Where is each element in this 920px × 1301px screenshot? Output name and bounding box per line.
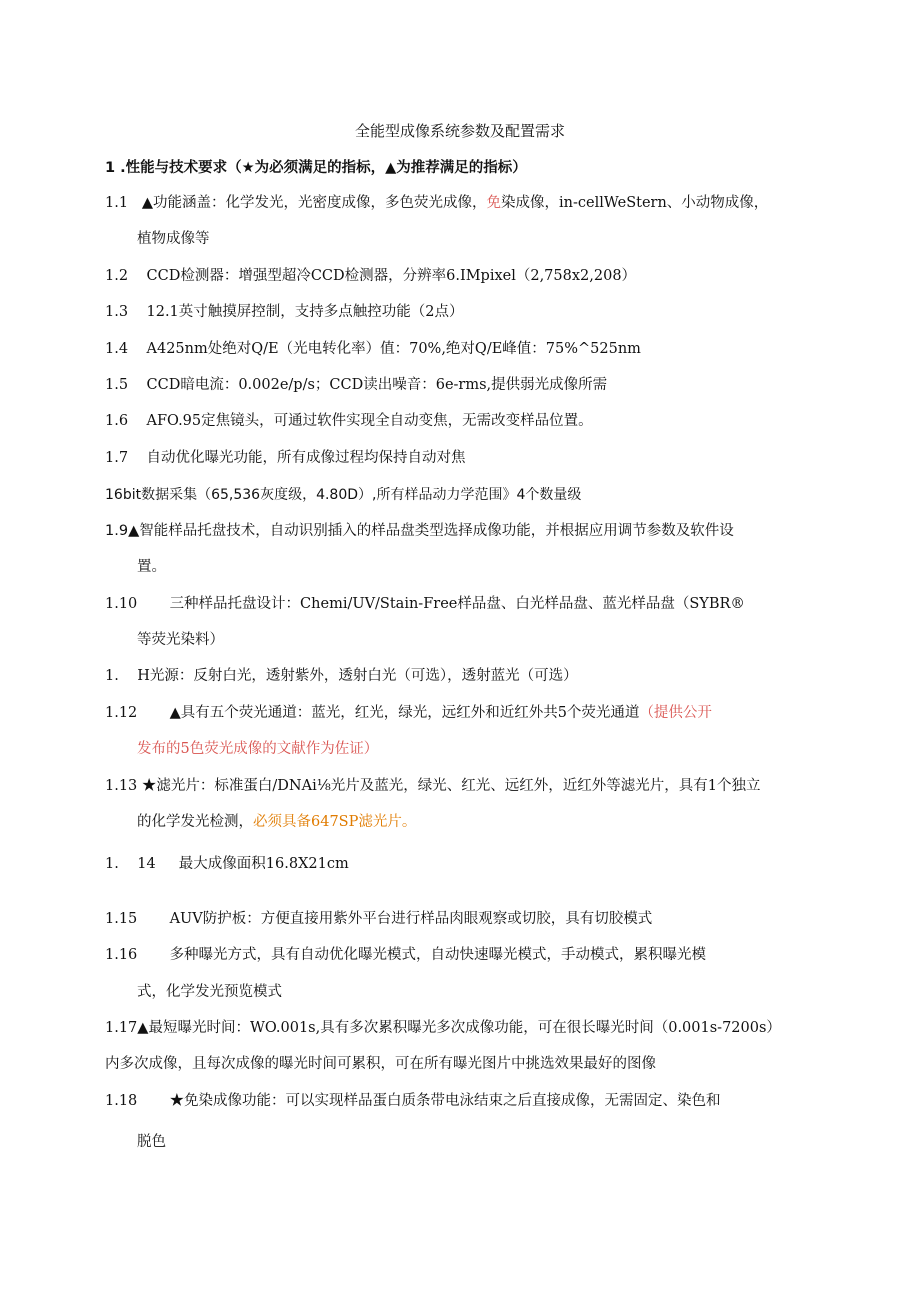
item-1-18 [105,1091,805,1111]
item-1-13-continuation [137,812,817,832]
item-text: 12.1英寸触摸屏控制，支持多点触控功能（2点） [146,304,464,320]
item-number: 1.4 [105,341,129,357]
item-1-16-continuation: 式，化学发光预览模式 [137,984,282,1000]
item-number: 1.5 [105,377,129,393]
item-text: CCD检测器：增强型超冷CCD检测器，分辨率6.IMpixel（2,758x2,208） [146,268,637,284]
item-text-highlight: 免 [486,195,502,211]
item-text: 三种样品托盘设计：Chemi/UV/Stain-Free样品盘、白光样品盘、蓝光样品盘（SYBR® [169,596,745,612]
item-text-highlight: （提供公开 [639,705,712,721]
item-number: 1.15 [105,911,138,927]
item-1-9-continuation: 置。 [137,559,166,575]
item-number: 1.12 [105,705,138,721]
item-1-16 [105,945,805,965]
item-number: 1.17 [105,1020,138,1036]
item-text: ▲具有五个荧光通道：蓝光，红光，绿光，远红外和近红外共5个荧光通道 [169,705,640,721]
item-1-10 [105,594,805,614]
item-1-1 [105,193,805,213]
item-1-12-continuation: 发布的5色荧光成像的文献作为佐证） [137,741,379,757]
item-number: 1.2 [105,268,129,284]
item-1-3 [105,302,805,322]
item-text: H光源：反射白光，透射紫外，透射白光（可选），透射蓝光（可选） [137,668,578,684]
item-number: 1.13 [105,778,138,794]
item-number: 1. [105,668,119,684]
item-text-highlight: 必须具备647SP滤光片。 [253,814,417,830]
item-number: 1.16 [105,947,138,963]
item-1-7 [105,448,805,468]
item-1-17-continuation: 内多次成像，且每次成像的曝光时间可累积，可在所有曝光图片中挑选效果最好的图像 [105,1056,656,1072]
item-1-9 [105,521,805,541]
item-text: AUV防护板：方便直接用紫外平台进行样品肉眼观察或切胶，具有切胶模式 [169,911,653,927]
item-number: 1.18 [105,1093,138,1109]
item-text: ▲功能涵盖：化学发光，光密度成像，多色荧光成像， [141,195,487,211]
item-number: 1.3 [105,304,129,320]
item-1-8: 16bit数据采集（65,536灰度级，4.80D）,所有样品动力学范围》4个数量级 [105,487,582,503]
item-number-suffix: 14 [137,856,156,872]
item-1-4 [105,339,805,359]
item-number: 1.6 [105,413,129,429]
document-title: 全能型成像系统参数及配置需求 [354,122,565,140]
item-1-11 [105,666,805,686]
item-1-15 [105,909,805,929]
item-text: 自动优化曝光功能，所有成像过程均保持自动对焦 [146,450,466,466]
item-text: ▲智能样品托盘技术，自动识别插入的样品盘类型选择成像功能，并根据应用调节参数及软件设 [128,523,734,539]
item-number: 1. [105,856,119,872]
item-1-13 [105,776,805,796]
item-text: ★滤光片：标准蛋白/DNAi⅛光片及蓝光，绿光、红光、远红外，近红外等滤光片，具有1个独立 [141,778,761,794]
item-text: ▲最短曝光时间：WO.001s,具有多次累积曝光多次成像功能，可在很长曝光时间（0.001s-7200s） [137,1020,781,1036]
item-1-18-continuation: 脱色 [137,1134,166,1150]
item-number: 1.7 [105,450,129,466]
item-text: AFO.95定焦镜头，可通过软件实现全自动变焦，无需改变样品位置。 [146,413,593,429]
item-1-14 [105,854,805,874]
item-1-2 [105,266,805,286]
item-number: 1.10 [105,596,138,612]
section-heading: 1 .性能与技术要求（★为必须满足的指标，▲为推荐满足的指标） [105,160,527,176]
item-1-10-continuation: 等荧光染料） [137,632,224,648]
item-1-1-continuation: 植物成像等 [137,231,210,247]
item-text: 多种曝光方式，具有自动优化曝光模式，自动快速曝光模式，手动模式，累积曝光模 [169,947,707,963]
item-text: 最大成像面积16.8X21cm [178,856,349,872]
item-1-6 [105,411,805,431]
item-text: 的化学发光检测， [137,814,253,830]
item-1-12 [105,703,805,723]
item-text: ★免染成像功能：可以实现样品蛋白质条带电泳结束之后直接成像，无需固定、染色和 [169,1093,721,1109]
item-text: A425nm处绝对Q/E（光电转化率）值：70%,绝对Q/E峰值：75%^525nm [146,341,641,357]
item-number: 1.1 [105,195,129,211]
item-1-5 [105,375,805,395]
item-text: 染成像，in-cellWeStern、小动物成像， [501,195,769,211]
item-number: 1.9 [105,523,129,539]
item-text: CCD暗电流：0.002e/p/s；CCD读出噪音：6e-rms,提供弱光成像所需 [146,377,608,393]
item-1-17 [105,1018,805,1038]
